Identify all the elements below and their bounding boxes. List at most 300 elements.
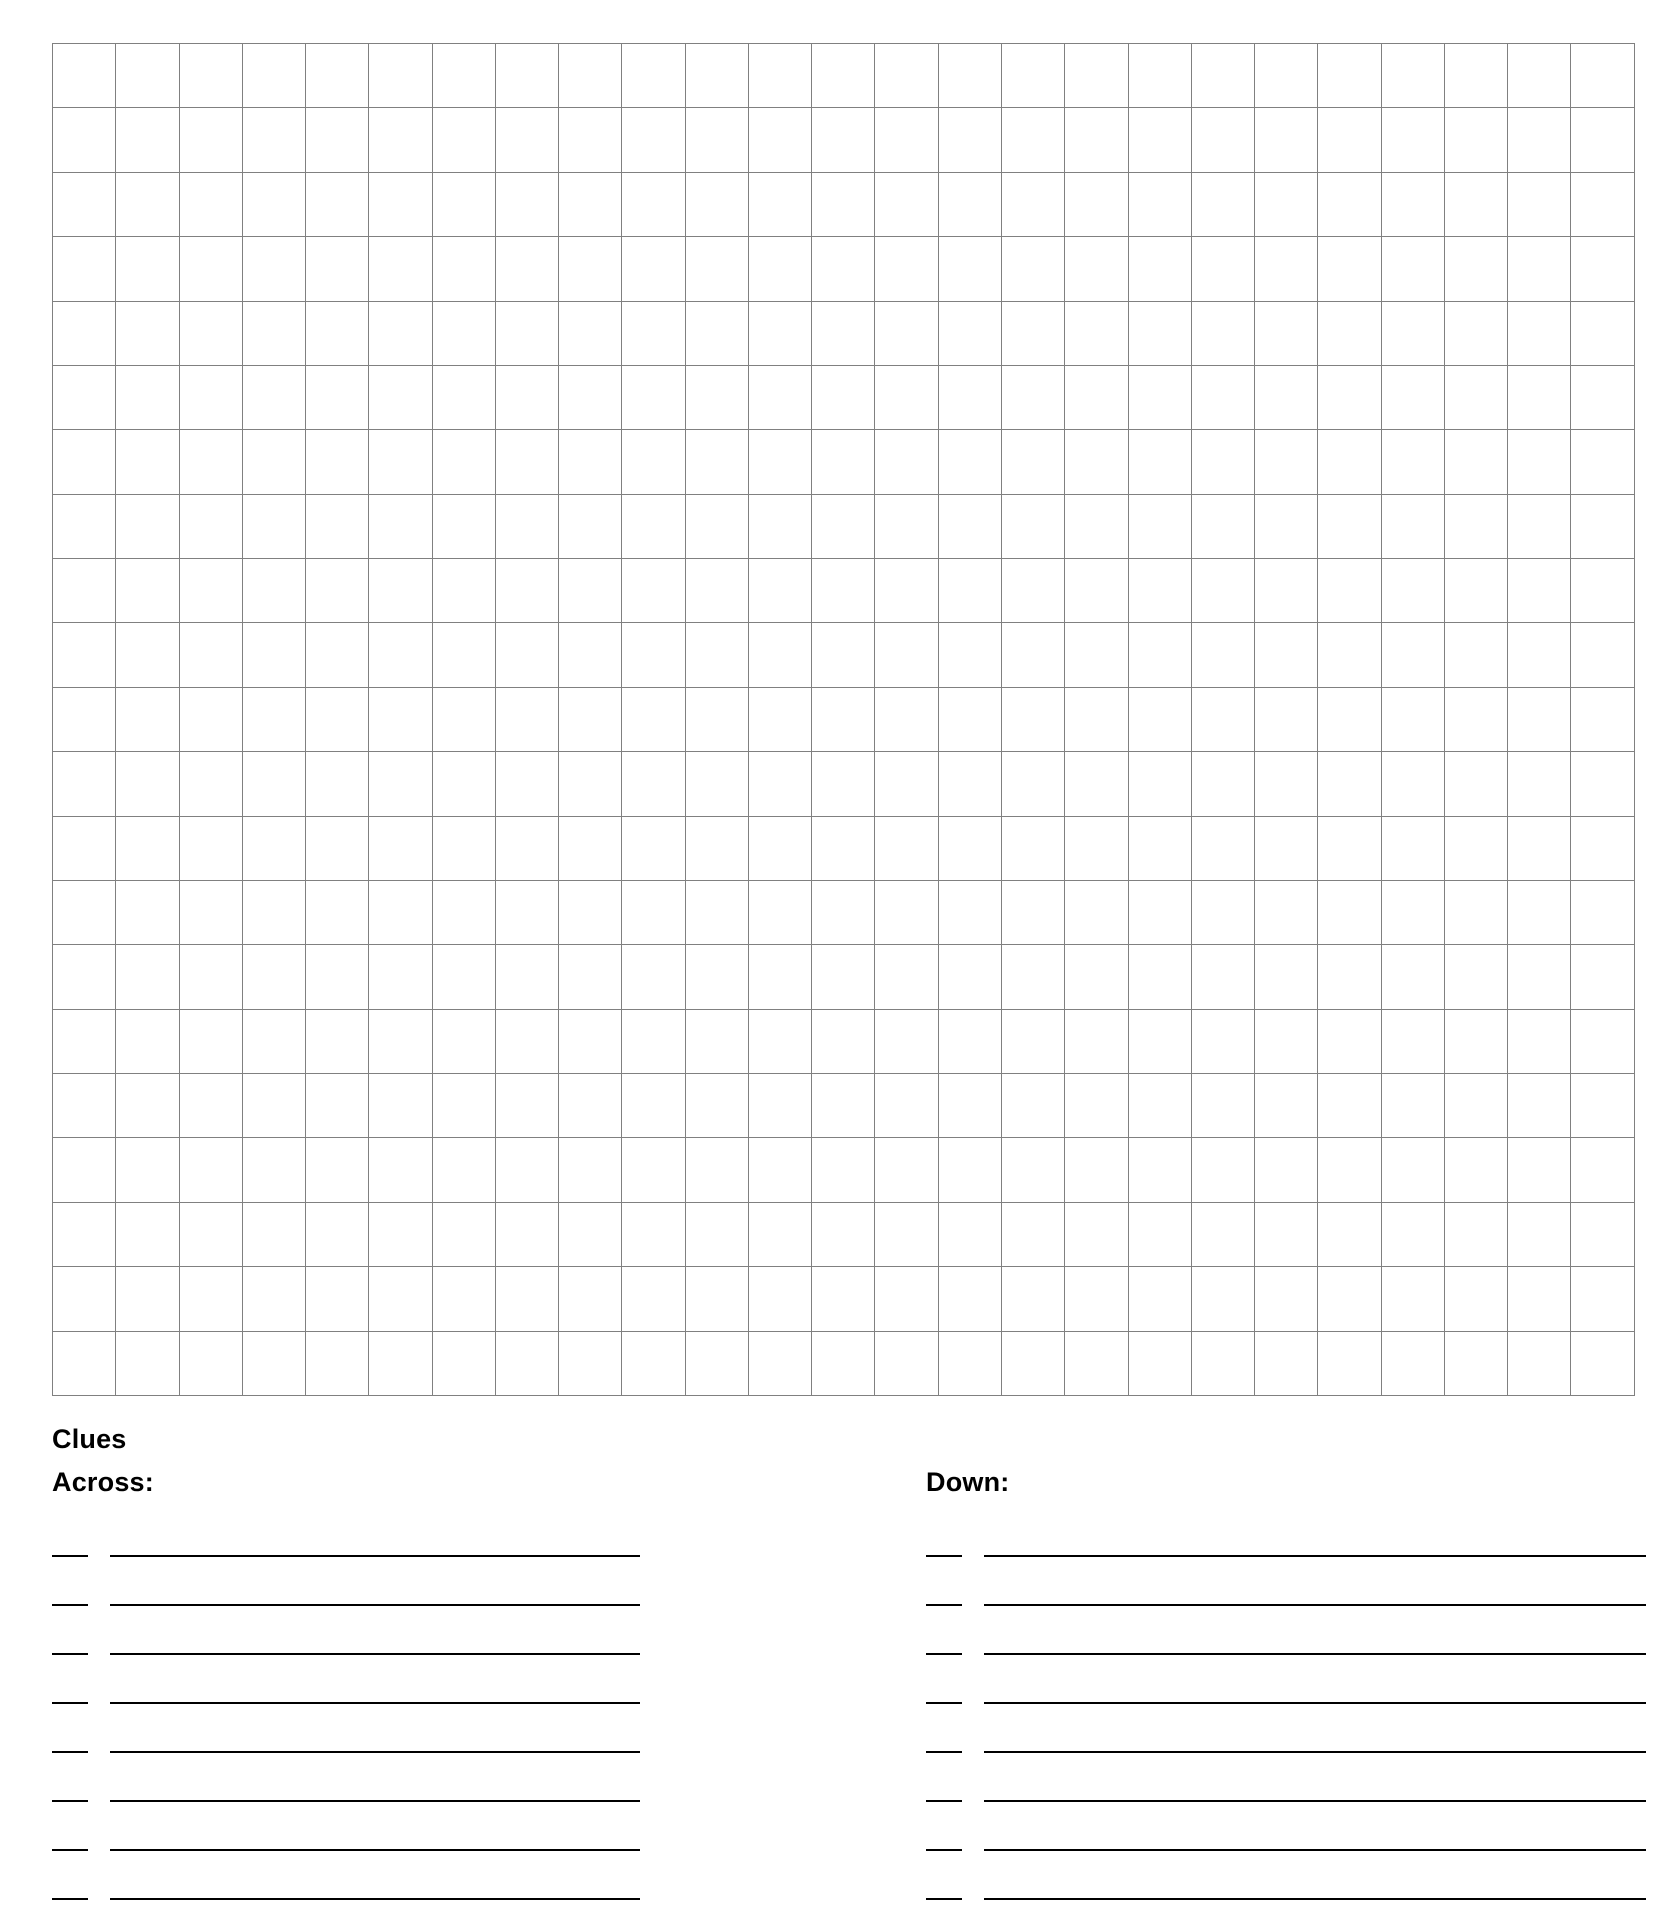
crossword-cell[interactable]	[1444, 752, 1507, 816]
crossword-cell[interactable]	[53, 172, 116, 236]
crossword-cell[interactable]	[938, 1331, 1001, 1396]
crossword-cell[interactable]	[1444, 1331, 1507, 1396]
crossword-cell[interactable]	[116, 816, 179, 880]
crossword-cell[interactable]	[495, 1074, 558, 1138]
crossword-cell[interactable]	[242, 44, 305, 108]
crossword-cell[interactable]	[242, 494, 305, 558]
crossword-cell[interactable]	[685, 945, 748, 1009]
crossword-cell[interactable]	[1508, 172, 1571, 236]
crossword-cell[interactable]	[622, 1138, 685, 1202]
crossword-cell[interactable]	[1381, 172, 1444, 236]
crossword-cell[interactable]	[938, 1202, 1001, 1266]
crossword-cell[interactable]	[242, 1202, 305, 1266]
crossword-cell[interactable]	[432, 494, 495, 558]
across-clue-number-blank[interactable]	[52, 1799, 88, 1802]
crossword-cell[interactable]	[1381, 494, 1444, 558]
crossword-cell[interactable]	[179, 687, 242, 751]
crossword-cell[interactable]	[53, 44, 116, 108]
crossword-cell[interactable]	[495, 1202, 558, 1266]
crossword-cell[interactable]	[622, 301, 685, 365]
crossword-cell[interactable]	[1508, 1138, 1571, 1202]
crossword-cell[interactable]	[242, 1267, 305, 1331]
crossword-cell[interactable]	[559, 108, 622, 172]
crossword-cell[interactable]	[1255, 880, 1318, 944]
crossword-cell[interactable]	[242, 1009, 305, 1073]
crossword-cell[interactable]	[748, 880, 811, 944]
crossword-cell[interactable]	[53, 1009, 116, 1073]
crossword-cell[interactable]	[1444, 237, 1507, 301]
crossword-cell[interactable]	[622, 1202, 685, 1266]
crossword-cell[interactable]	[875, 559, 938, 623]
crossword-cell[interactable]	[242, 365, 305, 429]
crossword-cell[interactable]	[53, 623, 116, 687]
crossword-cell[interactable]	[1128, 1009, 1191, 1073]
crossword-cell[interactable]	[812, 816, 875, 880]
crossword-cell[interactable]	[116, 1267, 179, 1331]
across-clue-text-blank[interactable]	[110, 1652, 640, 1655]
crossword-cell[interactable]	[369, 430, 432, 494]
crossword-cell[interactable]	[1381, 687, 1444, 751]
crossword-cell[interactable]	[116, 172, 179, 236]
crossword-cell[interactable]	[748, 1267, 811, 1331]
across-clue-text-blank[interactable]	[110, 1799, 640, 1802]
crossword-cell[interactable]	[622, 752, 685, 816]
crossword-cell[interactable]	[1255, 1074, 1318, 1138]
crossword-cell[interactable]	[306, 1074, 369, 1138]
down-clue-number-blank[interactable]	[926, 1897, 962, 1900]
crossword-grid-table[interactable]	[52, 43, 1635, 1396]
crossword-cell[interactable]	[1381, 623, 1444, 687]
crossword-cell[interactable]	[1381, 44, 1444, 108]
crossword-cell[interactable]	[1001, 237, 1064, 301]
crossword-cell[interactable]	[1571, 1267, 1635, 1331]
crossword-cell[interactable]	[1001, 1138, 1064, 1202]
crossword-cell[interactable]	[1508, 301, 1571, 365]
crossword-cell[interactable]	[938, 945, 1001, 1009]
crossword-cell[interactable]	[1001, 687, 1064, 751]
crossword-cell[interactable]	[685, 172, 748, 236]
crossword-cell[interactable]	[306, 172, 369, 236]
crossword-cell[interactable]	[875, 752, 938, 816]
crossword-cell[interactable]	[875, 1009, 938, 1073]
crossword-cell[interactable]	[622, 365, 685, 429]
crossword-cell[interactable]	[812, 1331, 875, 1396]
crossword-cell[interactable]	[179, 237, 242, 301]
crossword-cell[interactable]	[1571, 1009, 1635, 1073]
crossword-cell[interactable]	[559, 1074, 622, 1138]
crossword-cell[interactable]	[1571, 44, 1635, 108]
crossword-cell[interactable]	[1065, 623, 1128, 687]
crossword-cell[interactable]	[685, 1074, 748, 1138]
crossword-cell[interactable]	[1001, 880, 1064, 944]
crossword-cell[interactable]	[242, 237, 305, 301]
crossword-cell[interactable]	[1444, 494, 1507, 558]
crossword-cell[interactable]	[53, 1331, 116, 1396]
crossword-cell[interactable]	[369, 237, 432, 301]
crossword-cell[interactable]	[812, 430, 875, 494]
crossword-cell[interactable]	[685, 687, 748, 751]
crossword-cell[interactable]	[116, 1202, 179, 1266]
crossword-cell[interactable]	[812, 1009, 875, 1073]
crossword-cell[interactable]	[1571, 880, 1635, 944]
crossword-cell[interactable]	[1001, 1074, 1064, 1138]
crossword-cell[interactable]	[369, 1267, 432, 1331]
crossword-cell[interactable]	[369, 1331, 432, 1396]
crossword-cell[interactable]	[1381, 816, 1444, 880]
crossword-cell[interactable]	[116, 301, 179, 365]
crossword-cell[interactable]	[1001, 945, 1064, 1009]
crossword-cell[interactable]	[1065, 1267, 1128, 1331]
crossword-cell[interactable]	[1571, 494, 1635, 558]
crossword-cell[interactable]	[938, 1138, 1001, 1202]
crossword-cell[interactable]	[306, 559, 369, 623]
crossword-cell[interactable]	[875, 430, 938, 494]
crossword-cell[interactable]	[242, 1138, 305, 1202]
crossword-cell[interactable]	[1318, 1331, 1381, 1396]
crossword-cell[interactable]	[748, 237, 811, 301]
crossword-cell[interactable]	[1128, 172, 1191, 236]
crossword-cell[interactable]	[1191, 1331, 1254, 1396]
crossword-cell[interactable]	[1001, 108, 1064, 172]
crossword-cell[interactable]	[1128, 1138, 1191, 1202]
crossword-cell[interactable]	[1065, 559, 1128, 623]
across-clue-text-blank[interactable]	[110, 1554, 640, 1557]
crossword-cell[interactable]	[1191, 816, 1254, 880]
crossword-cell[interactable]	[812, 945, 875, 1009]
crossword-cell[interactable]	[875, 1331, 938, 1396]
crossword-cell[interactable]	[1318, 945, 1381, 1009]
crossword-cell[interactable]	[116, 880, 179, 944]
crossword-cell[interactable]	[1571, 430, 1635, 494]
crossword-cell[interactable]	[432, 687, 495, 751]
crossword-cell[interactable]	[1065, 108, 1128, 172]
crossword-cell[interactable]	[306, 430, 369, 494]
crossword-cell[interactable]	[179, 172, 242, 236]
crossword-cell[interactable]	[179, 816, 242, 880]
crossword-cell[interactable]	[179, 945, 242, 1009]
crossword-cell[interactable]	[116, 1009, 179, 1073]
crossword-cell[interactable]	[559, 1267, 622, 1331]
crossword-cell[interactable]	[938, 687, 1001, 751]
crossword-cell[interactable]	[1128, 494, 1191, 558]
crossword-cell[interactable]	[53, 430, 116, 494]
crossword-cell[interactable]	[685, 1267, 748, 1331]
crossword-cell[interactable]	[369, 816, 432, 880]
crossword-cell[interactable]	[432, 1267, 495, 1331]
crossword-cell[interactable]	[812, 44, 875, 108]
crossword-cell[interactable]	[242, 1074, 305, 1138]
crossword-cell[interactable]	[179, 1138, 242, 1202]
crossword-cell[interactable]	[1381, 430, 1444, 494]
crossword-cell[interactable]	[1001, 44, 1064, 108]
crossword-cell[interactable]	[812, 365, 875, 429]
crossword-cell[interactable]	[1318, 237, 1381, 301]
crossword-cell[interactable]	[179, 1202, 242, 1266]
crossword-cell[interactable]	[1444, 1074, 1507, 1138]
crossword-cell[interactable]	[1381, 880, 1444, 944]
crossword-cell[interactable]	[559, 1009, 622, 1073]
down-clue-text-blank[interactable]	[984, 1603, 1646, 1606]
crossword-cell[interactable]	[1001, 365, 1064, 429]
crossword-cell[interactable]	[1444, 687, 1507, 751]
crossword-cell[interactable]	[1065, 1009, 1128, 1073]
crossword-cell[interactable]	[1444, 945, 1507, 1009]
crossword-cell[interactable]	[306, 1202, 369, 1266]
crossword-cell[interactable]	[812, 880, 875, 944]
crossword-cell[interactable]	[432, 237, 495, 301]
crossword-cell[interactable]	[622, 945, 685, 1009]
crossword-cell[interactable]	[179, 494, 242, 558]
crossword-cell[interactable]	[559, 945, 622, 1009]
crossword-cell[interactable]	[306, 1009, 369, 1073]
crossword-cell[interactable]	[559, 172, 622, 236]
crossword-cell[interactable]	[875, 301, 938, 365]
crossword-cell[interactable]	[1255, 1138, 1318, 1202]
crossword-cell[interactable]	[1381, 945, 1444, 1009]
crossword-cell[interactable]	[938, 559, 1001, 623]
crossword-cell[interactable]	[875, 1138, 938, 1202]
crossword-cell[interactable]	[242, 1331, 305, 1396]
crossword-cell[interactable]	[748, 494, 811, 558]
crossword-cell[interactable]	[1001, 494, 1064, 558]
crossword-cell[interactable]	[1508, 237, 1571, 301]
crossword-cell[interactable]	[1444, 1138, 1507, 1202]
crossword-cell[interactable]	[622, 559, 685, 623]
crossword-cell[interactable]	[1065, 430, 1128, 494]
crossword-cell[interactable]	[559, 1202, 622, 1266]
crossword-cell[interactable]	[938, 1074, 1001, 1138]
down-clue-text-blank[interactable]	[984, 1701, 1646, 1704]
crossword-cell[interactable]	[1508, 1202, 1571, 1266]
crossword-cell[interactable]	[622, 880, 685, 944]
crossword-cell[interactable]	[306, 494, 369, 558]
crossword-cell[interactable]	[53, 687, 116, 751]
crossword-cell[interactable]	[369, 44, 432, 108]
crossword-cell[interactable]	[1001, 1009, 1064, 1073]
crossword-cell[interactable]	[559, 752, 622, 816]
crossword-cell[interactable]	[1255, 44, 1318, 108]
across-clue-number-blank[interactable]	[52, 1897, 88, 1900]
crossword-cell[interactable]	[1571, 1138, 1635, 1202]
crossword-cell[interactable]	[432, 108, 495, 172]
crossword-cell[interactable]	[179, 301, 242, 365]
crossword-cell[interactable]	[559, 623, 622, 687]
crossword-cell[interactable]	[1255, 1331, 1318, 1396]
crossword-cell[interactable]	[622, 1009, 685, 1073]
crossword-cell[interactable]	[1381, 1331, 1444, 1396]
crossword-cell[interactable]	[685, 816, 748, 880]
crossword-cell[interactable]	[242, 623, 305, 687]
crossword-cell[interactable]	[369, 1202, 432, 1266]
crossword-cell[interactable]	[622, 430, 685, 494]
crossword-cell[interactable]	[432, 1074, 495, 1138]
crossword-cell[interactable]	[1128, 1331, 1191, 1396]
crossword-cell[interactable]	[242, 430, 305, 494]
crossword-cell[interactable]	[1128, 623, 1191, 687]
crossword-cell[interactable]	[306, 1331, 369, 1396]
crossword-cell[interactable]	[369, 1074, 432, 1138]
crossword-cell[interactable]	[179, 365, 242, 429]
crossword-cell[interactable]	[1128, 301, 1191, 365]
crossword-cell[interactable]	[53, 108, 116, 172]
crossword-cell[interactable]	[369, 752, 432, 816]
crossword-cell[interactable]	[875, 1202, 938, 1266]
crossword-cell[interactable]	[1571, 1074, 1635, 1138]
down-clue-text-blank[interactable]	[984, 1750, 1646, 1753]
down-clue-text-blank[interactable]	[984, 1554, 1646, 1557]
crossword-cell[interactable]	[1381, 1138, 1444, 1202]
crossword-cell[interactable]	[622, 1074, 685, 1138]
crossword-cell[interactable]	[432, 365, 495, 429]
crossword-cell[interactable]	[179, 1009, 242, 1073]
crossword-cell[interactable]	[1191, 1009, 1254, 1073]
crossword-cell[interactable]	[1381, 1009, 1444, 1073]
crossword-cell[interactable]	[875, 365, 938, 429]
crossword-cell[interactable]	[1381, 1267, 1444, 1331]
crossword-cell[interactable]	[875, 880, 938, 944]
crossword-cell[interactable]	[1508, 880, 1571, 944]
crossword-cell[interactable]	[1191, 623, 1254, 687]
crossword-cell[interactable]	[432, 301, 495, 365]
crossword-cell[interactable]	[116, 559, 179, 623]
crossword-cell[interactable]	[116, 623, 179, 687]
crossword-cell[interactable]	[1065, 1202, 1128, 1266]
crossword-cell[interactable]	[1318, 430, 1381, 494]
crossword-cell[interactable]	[1444, 430, 1507, 494]
crossword-cell[interactable]	[1508, 752, 1571, 816]
crossword-cell[interactable]	[1128, 430, 1191, 494]
crossword-cell[interactable]	[938, 44, 1001, 108]
crossword-cell[interactable]	[559, 301, 622, 365]
crossword-cell[interactable]	[1255, 559, 1318, 623]
crossword-cell[interactable]	[1508, 108, 1571, 172]
crossword-cell[interactable]	[1318, 752, 1381, 816]
crossword-cell[interactable]	[53, 880, 116, 944]
crossword-cell[interactable]	[559, 559, 622, 623]
crossword-cell[interactable]	[495, 301, 558, 365]
across-clue-text-blank[interactable]	[110, 1701, 640, 1704]
crossword-cell[interactable]	[53, 1267, 116, 1331]
crossword-cell[interactable]	[748, 1074, 811, 1138]
crossword-cell[interactable]	[53, 301, 116, 365]
crossword-cell[interactable]	[559, 430, 622, 494]
crossword-cell[interactable]	[1508, 1009, 1571, 1073]
crossword-cell[interactable]	[748, 430, 811, 494]
crossword-cell[interactable]	[1128, 752, 1191, 816]
crossword-cell[interactable]	[369, 1009, 432, 1073]
crossword-cell[interactable]	[622, 237, 685, 301]
crossword-cell[interactable]	[685, 1202, 748, 1266]
crossword-cell[interactable]	[685, 1138, 748, 1202]
crossword-cell[interactable]	[116, 1138, 179, 1202]
crossword-cell[interactable]	[179, 623, 242, 687]
crossword-cell[interactable]	[306, 44, 369, 108]
crossword-cell[interactable]	[748, 1202, 811, 1266]
crossword-cell[interactable]	[53, 1138, 116, 1202]
crossword-cell[interactable]	[1191, 687, 1254, 751]
down-clue-text-blank[interactable]	[984, 1848, 1646, 1851]
crossword-cell[interactable]	[432, 880, 495, 944]
crossword-cell[interactable]	[1191, 172, 1254, 236]
crossword-cell[interactable]	[685, 623, 748, 687]
crossword-cell[interactable]	[748, 365, 811, 429]
crossword-cell[interactable]	[1381, 237, 1444, 301]
crossword-cell[interactable]	[495, 1331, 558, 1396]
crossword-cell[interactable]	[1508, 44, 1571, 108]
crossword-cell[interactable]	[1571, 623, 1635, 687]
crossword-cell[interactable]	[432, 1331, 495, 1396]
crossword-cell[interactable]	[812, 1202, 875, 1266]
crossword-cell[interactable]	[495, 752, 558, 816]
crossword-cell[interactable]	[748, 1331, 811, 1396]
down-clue-text-blank[interactable]	[984, 1652, 1646, 1655]
across-clue-number-blank[interactable]	[52, 1848, 88, 1851]
crossword-cell[interactable]	[306, 752, 369, 816]
crossword-cell[interactable]	[495, 108, 558, 172]
crossword-cell[interactable]	[875, 1267, 938, 1331]
crossword-cell[interactable]	[1444, 365, 1507, 429]
crossword-cell[interactable]	[1255, 494, 1318, 558]
crossword-cell[interactable]	[1444, 1202, 1507, 1266]
crossword-cell[interactable]	[1444, 172, 1507, 236]
crossword-cell[interactable]	[938, 1267, 1001, 1331]
crossword-cell[interactable]	[306, 687, 369, 751]
crossword-cell[interactable]	[1571, 559, 1635, 623]
crossword-cell[interactable]	[1318, 1202, 1381, 1266]
crossword-cell[interactable]	[495, 687, 558, 751]
crossword-cell[interactable]	[875, 108, 938, 172]
crossword-cell[interactable]	[875, 172, 938, 236]
crossword-cell[interactable]	[1444, 1267, 1507, 1331]
crossword-cell[interactable]	[748, 1009, 811, 1073]
crossword-cell[interactable]	[1444, 1009, 1507, 1073]
crossword-cell[interactable]	[685, 237, 748, 301]
crossword-cell[interactable]	[1128, 237, 1191, 301]
crossword-cell[interactable]	[1128, 816, 1191, 880]
crossword-cell[interactable]	[495, 430, 558, 494]
crossword-cell[interactable]	[432, 430, 495, 494]
crossword-cell[interactable]	[748, 623, 811, 687]
down-clue-number-blank[interactable]	[926, 1652, 962, 1655]
crossword-cell[interactable]	[369, 172, 432, 236]
crossword-cell[interactable]	[53, 365, 116, 429]
crossword-cell[interactable]	[1191, 301, 1254, 365]
crossword-cell[interactable]	[1065, 880, 1128, 944]
crossword-cell[interactable]	[685, 108, 748, 172]
crossword-cell[interactable]	[1318, 108, 1381, 172]
crossword-cell[interactable]	[116, 44, 179, 108]
crossword-cell[interactable]	[179, 752, 242, 816]
crossword-cell[interactable]	[495, 365, 558, 429]
crossword-cell[interactable]	[1001, 752, 1064, 816]
crossword-cell[interactable]	[1381, 559, 1444, 623]
crossword-cell[interactable]	[1255, 172, 1318, 236]
crossword-cell[interactable]	[116, 1074, 179, 1138]
crossword-cell[interactable]	[1128, 1267, 1191, 1331]
crossword-cell[interactable]	[1065, 816, 1128, 880]
down-clue-number-blank[interactable]	[926, 1750, 962, 1753]
crossword-cell[interactable]	[495, 172, 558, 236]
crossword-cell[interactable]	[559, 687, 622, 751]
crossword-cell[interactable]	[1318, 687, 1381, 751]
crossword-cell[interactable]	[1444, 880, 1507, 944]
crossword-cell[interactable]	[179, 108, 242, 172]
crossword-cell[interactable]	[116, 1331, 179, 1396]
across-clue-text-blank[interactable]	[110, 1750, 640, 1753]
crossword-cell[interactable]	[1191, 1202, 1254, 1266]
crossword-cell[interactable]	[369, 108, 432, 172]
crossword-cell[interactable]	[685, 301, 748, 365]
